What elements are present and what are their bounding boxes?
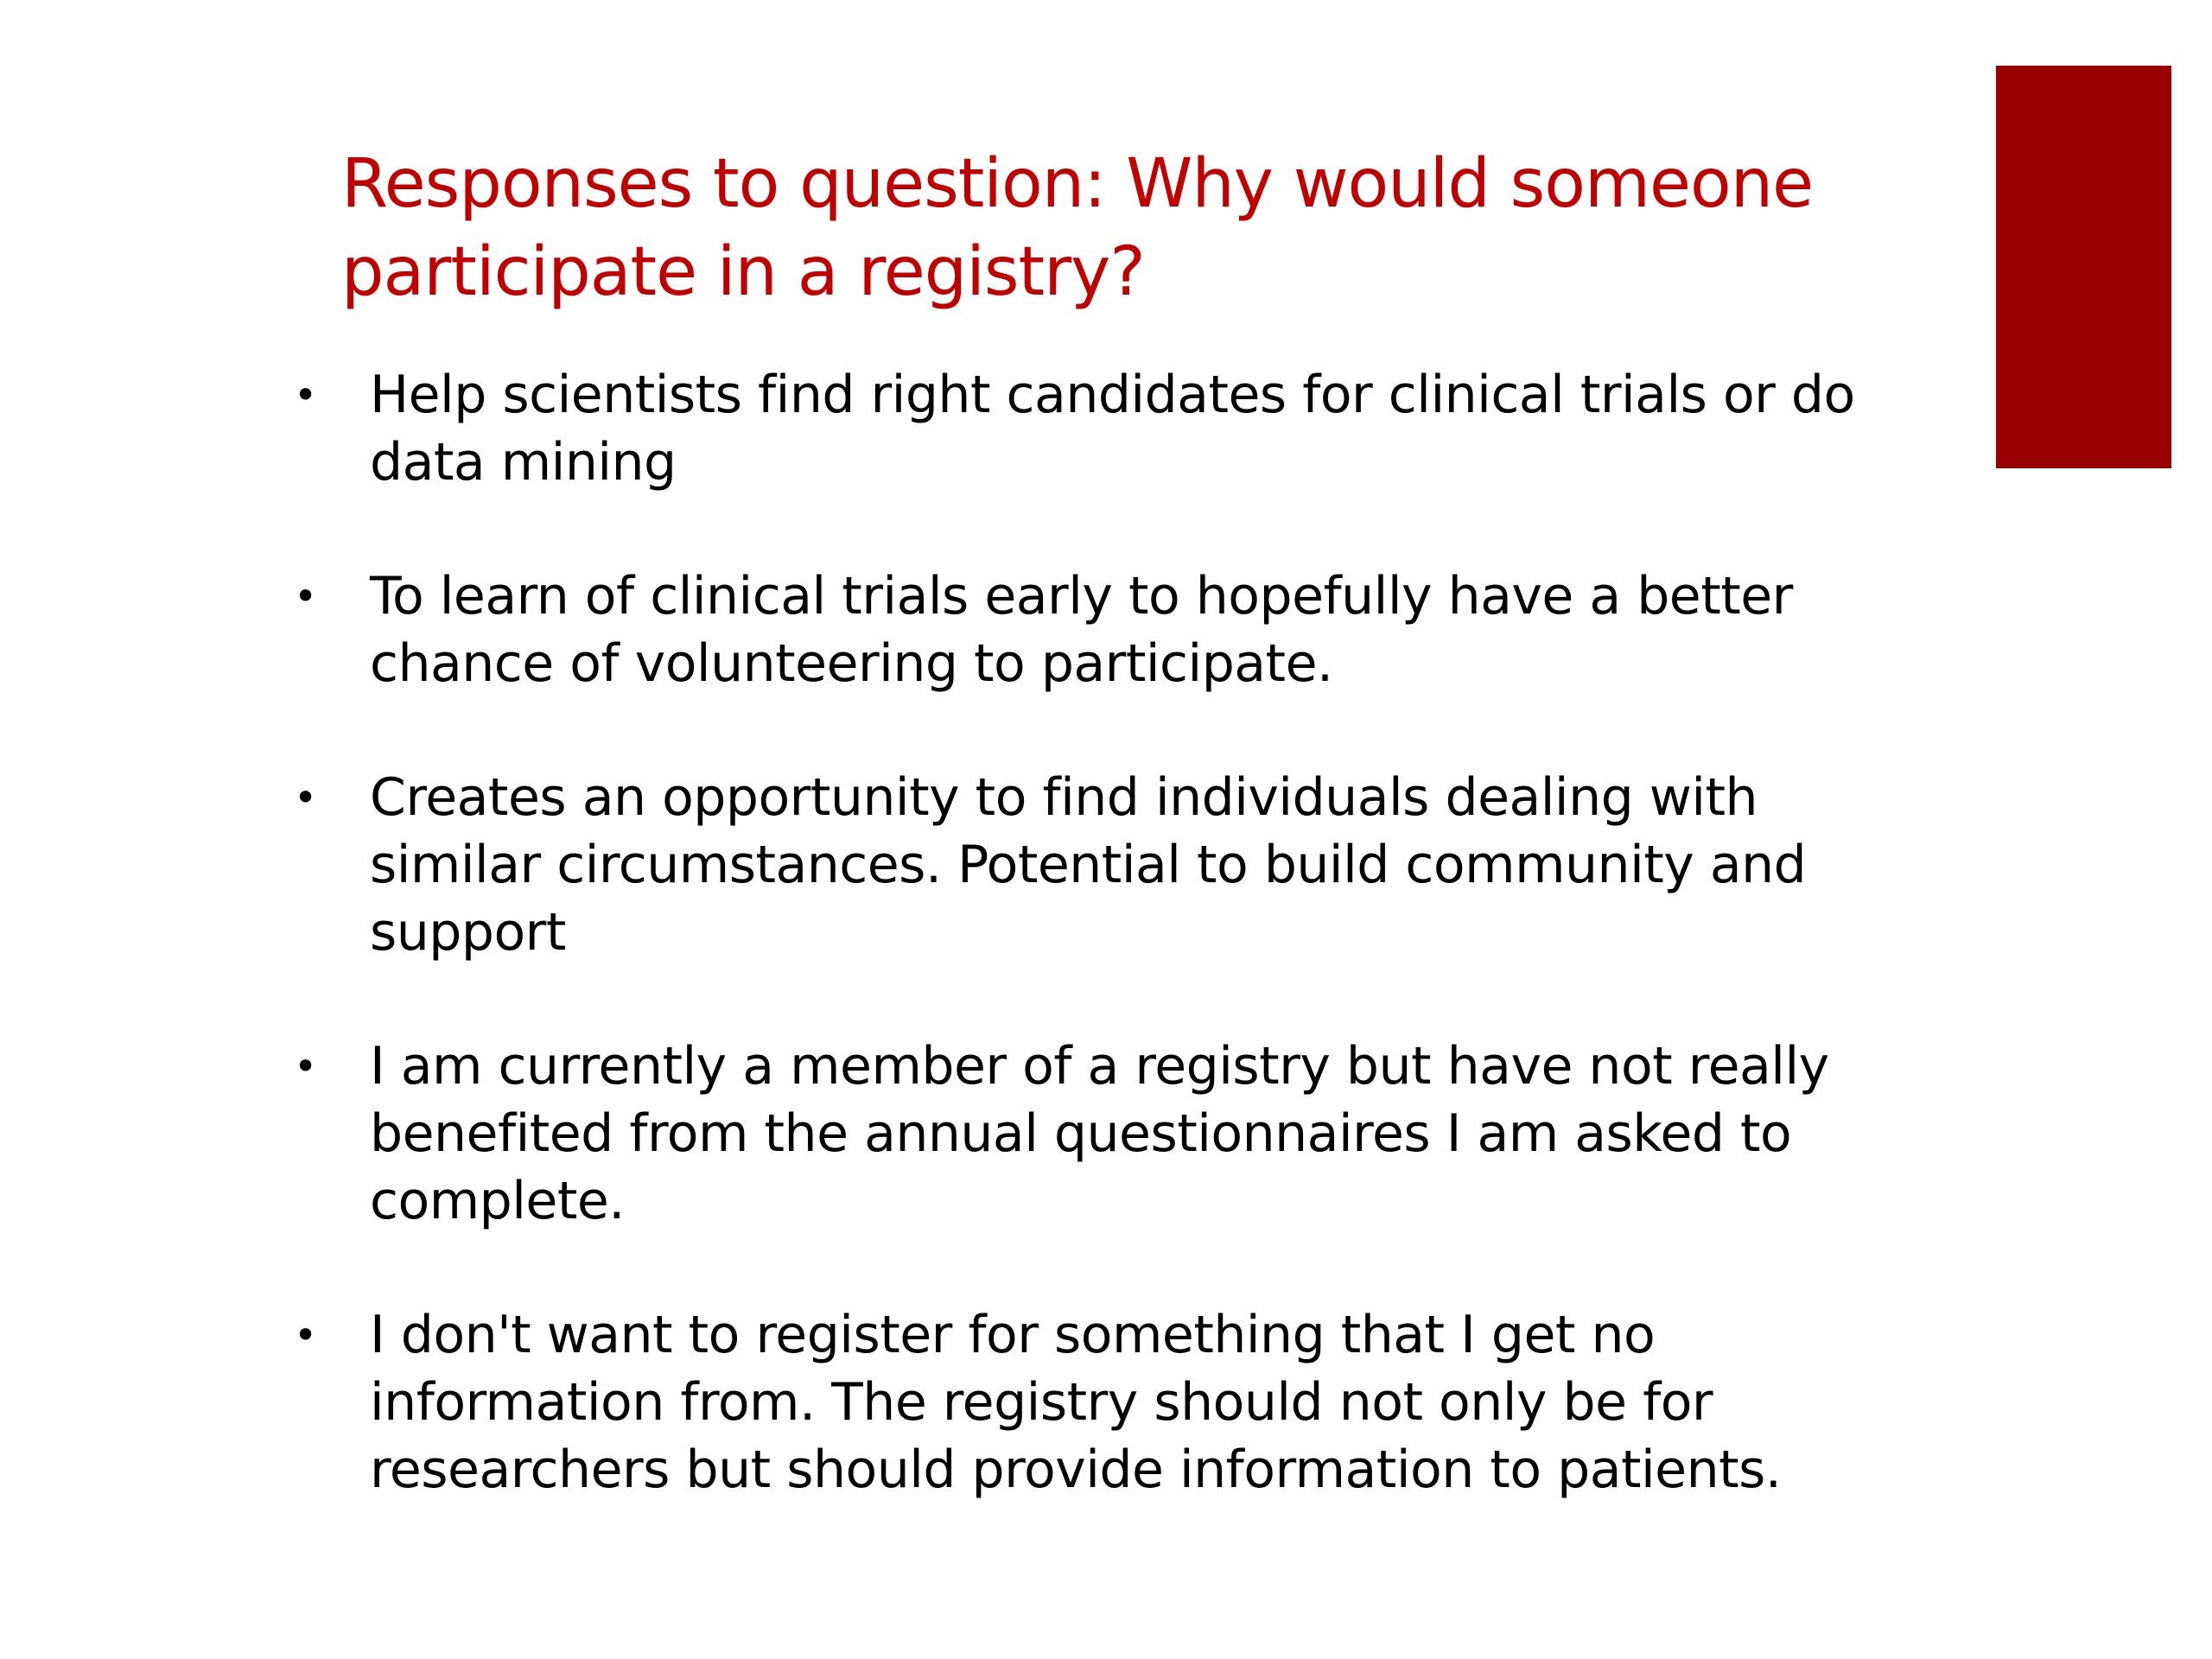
bullet-dot-icon: • xyxy=(294,1043,317,1090)
bullet-list xyxy=(294,361,1936,1570)
bullet-item xyxy=(294,361,1936,496)
slide-title: Responses to question: Why would someone participate in a registry? xyxy=(341,145,1814,311)
accent-bar xyxy=(1996,66,2171,468)
bullet-dot-icon: • xyxy=(294,573,317,620)
bullet-text: Creates an opportunity to find individuals dealing with similar circumstances. Potential to build community and support xyxy=(370,767,1807,963)
bullet-dot-icon: • xyxy=(294,774,317,821)
bullet-item xyxy=(294,1301,1936,1503)
bullet-text: Help scientists find right candidates for clinical trials or do data mining xyxy=(370,365,1855,493)
bullet-dot-icon: • xyxy=(294,1312,317,1358)
bullet-dot-icon: • xyxy=(294,372,317,418)
bullet-item xyxy=(294,1033,1936,1235)
bullet-item xyxy=(294,563,1936,697)
bullet-text: I am currently a member of a registry but have not really benefited from the annual questionnaires I am asked to complete. xyxy=(370,1036,1829,1231)
bullet-text: To learn of clinical trials early to hopefully have a better chance of volunteering to participate. xyxy=(370,566,1793,694)
bullet-text: I don't want to register for something that I get no information from. The registry should not only be for researchers but should provide information to patients. xyxy=(370,1305,1782,1500)
bullet-item xyxy=(294,764,1936,966)
